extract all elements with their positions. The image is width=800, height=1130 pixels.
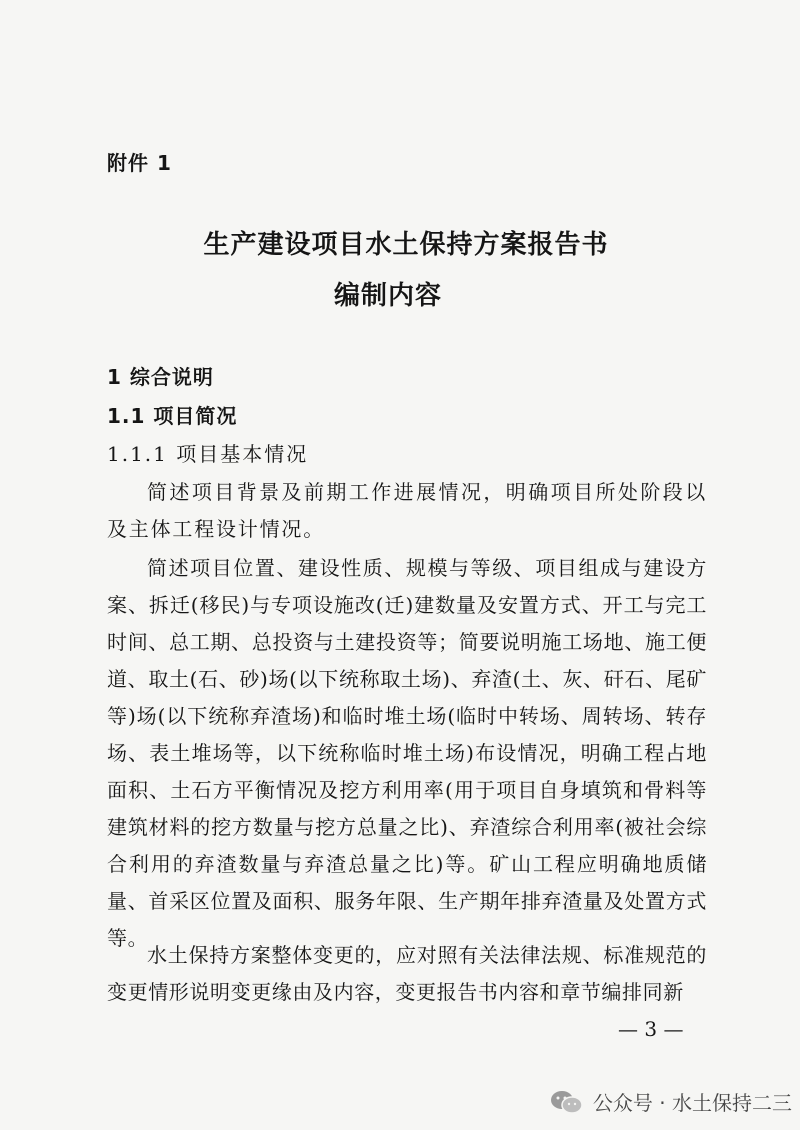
paragraph-plan-change: 水土保持方案整体变更的，应对照有关法律法规、标准规范的变更情形说明变更缘由及内容，变更报告书内容和章节编排同新	[107, 943, 707, 1004]
section-heading-1: 1 综合说明	[107, 365, 214, 389]
document-title-line1: 生产建设项目水土保持方案报告书	[203, 230, 609, 260]
section-heading-1-1-1: 1.1.1 项目基本情况	[107, 442, 309, 466]
watermark	[549, 1087, 792, 1116]
page-number: — 3 —	[618, 1017, 684, 1041]
attachment-label: 附件 1	[107, 151, 172, 175]
watermark-text: 公众号 · 水土保持二三	[592, 1091, 792, 1115]
section-heading-1-1: 1.1 项目简况	[107, 404, 238, 428]
paragraph-project-background: 简述项目背景及前期工作进展情况，明确项目所处阶段以及主体工程设计情况。	[107, 480, 707, 541]
paragraph-project-overview: 简述项目位置、建设性质、规模与等级、项目组成与建设方案、拆迁(移民)与专项设施改(迁)建数量及安置方式、开工与完工时间、总工期、总投资与土建投资等；简要说明施工场地、施工便道、取土(石、砂)场(以下统称取土场)、弃渣(土、灰、矸石、尾矿等)场(以下统称弃渣场)和临时堆土场(临时中转场、周转场、转存场、表土堆场等，以下统称临时堆土场)布设情况，明确工程占地面积、土石方平衡情况及挖方利用率(用于项目自身填筑和骨料等建筑材料的挖方数量与挖方总量之比)、弃渣综合利用率(被社会综合利用的弃渣数量与弃渣总量之比)等。矿山工程应明确地质储量、首采区位置及面积、服务年限、生产期年排弃渣量及处置方式等。	[107, 556, 707, 950]
document-title-line2: 编制内容	[333, 281, 442, 311]
wechat-icon	[549, 1089, 585, 1115]
